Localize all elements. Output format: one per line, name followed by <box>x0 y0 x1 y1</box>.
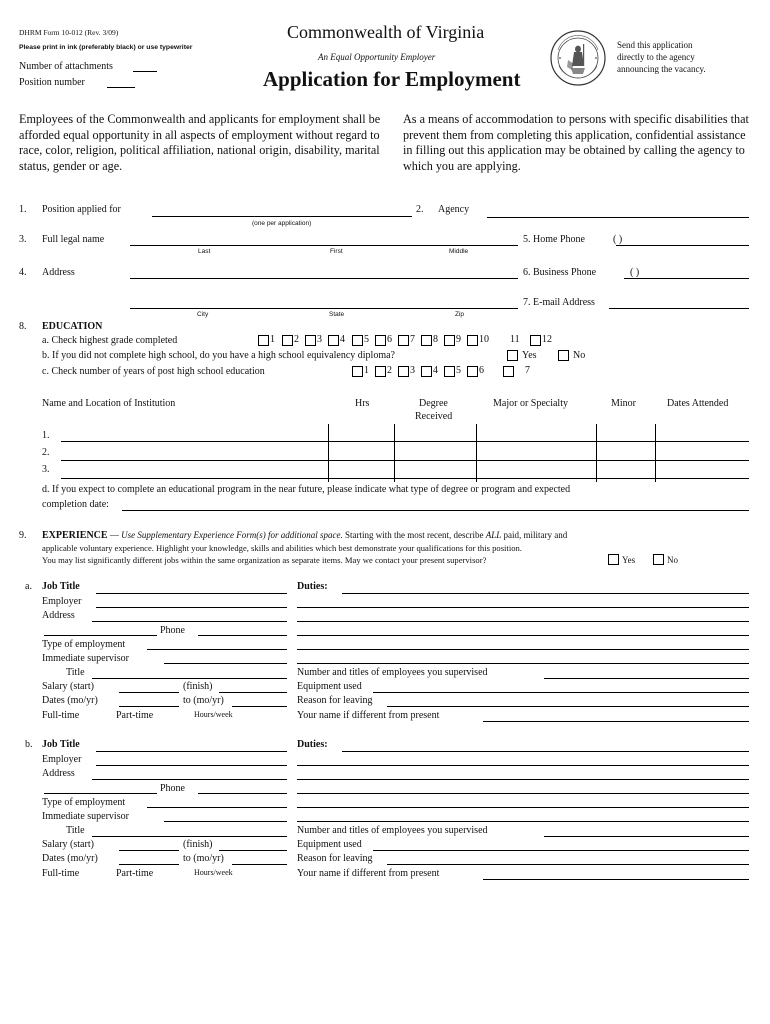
grade-1-checkbox[interactable] <box>258 335 269 346</box>
col-major: Major or Specialty <box>493 398 568 409</box>
name-first-hint: First <box>330 248 343 255</box>
future-program-field[interactable] <box>122 510 749 511</box>
job-1-hours-label: Hours/week <box>194 868 233 877</box>
grade-6-label: 6 <box>387 334 392 345</box>
job-1-reason-field[interactable] <box>387 864 749 865</box>
job-1-address-field[interactable] <box>92 779 287 780</box>
subtitle: An Equal Opportunity Employer <box>318 52 436 62</box>
grade-1-label: 1 <box>270 334 275 345</box>
grade-4-label: 4 <box>340 334 345 345</box>
col-minor: Minor <box>611 398 636 409</box>
years-6-label: 6 <box>479 365 484 376</box>
job-0-yourname-label: Your name if different from present <box>297 710 440 721</box>
diploma-no-checkbox[interactable] <box>558 350 569 361</box>
grade-7-label: 7 <box>410 334 415 345</box>
job-0-employer-field[interactable] <box>96 607 287 608</box>
grade-5-label: 5 <box>364 334 369 345</box>
job-0-title-field[interactable] <box>96 593 287 594</box>
job-0-hours-label: Hours/week <box>194 710 233 719</box>
job-0-salary-finish-label: (finish) <box>183 681 213 692</box>
intro-equal-opportunity: Employees of the Commonwealth and applicants for employment shall be afforded equal opportunity in all aspects of employment without regard to race, color, religion, political affiliation, national origin, disability, marital status, gender or age. <box>19 112 381 173</box>
job-1-salary-start-label: Salary (start) <box>42 839 94 850</box>
grade-9-checkbox[interactable] <box>444 335 455 346</box>
grade-8-label: 8 <box>433 334 438 345</box>
job-1-phone-field[interactable] <box>198 793 287 794</box>
years-2-label: 2 <box>387 365 392 376</box>
job-1-fulltime-label: Full-time <box>42 868 80 879</box>
job-1-title-field[interactable] <box>96 751 287 752</box>
contact-yes-label: Yes <box>622 555 636 565</box>
position-number-label: Position number <box>19 77 85 88</box>
job-0-dates-to-label: to (mo/yr) <box>183 695 224 706</box>
job-0-supervised-field[interactable] <box>544 678 749 679</box>
job-0-reason-field[interactable] <box>387 706 749 707</box>
attachments-label: Number of attachments <box>19 61 113 72</box>
years-2-checkbox[interactable] <box>375 366 386 377</box>
q1-number: 1. <box>19 204 27 215</box>
experience-instructions-2: applicable voluntary experience. Highlight your knowledge, skills and abilities which best demonstrate your qualifications for this position. <box>42 543 522 553</box>
supplementary-form-note: Use Supplementary Experience Form(s) for additional space. <box>121 530 343 540</box>
years-4-label: 4 <box>433 365 438 376</box>
email-label: 7. E-mail Address <box>523 297 595 308</box>
job-0-equipment-label: Equipment used <box>297 681 362 692</box>
job-0-supervisor-label: Immediate supervisor <box>42 653 129 664</box>
grade-3-checkbox[interactable] <box>305 335 316 346</box>
job-1-supervisor-field[interactable] <box>164 821 287 822</box>
job-1-dates-to-label: to (mo/yr) <box>183 853 224 864</box>
education-title: EDUCATION <box>42 321 103 332</box>
send-note-line-3: announcing the vacancy. <box>617 64 706 74</box>
job-0-duties-field[interactable] <box>342 593 749 594</box>
col-institution: Name and Location of Institution <box>42 398 176 409</box>
job-0-title-label: Job Title <box>42 581 80 592</box>
grade-8-checkbox[interactable] <box>421 335 432 346</box>
job-1-salary-finish-field[interactable] <box>219 850 287 851</box>
years-3-label: 3 <box>410 365 415 376</box>
job-1-salary-finish-label: (finish) <box>183 839 213 850</box>
intro-accommodation: As a means of accommodation to persons with specific disabilities that prevent them from completing this application, confidential assistance in filling out this application may be obtained by calling the agency to which you are applying. <box>403 112 749 173</box>
job-0-type-label: Type of employment <box>42 639 126 650</box>
attachments-field[interactable] <box>133 71 157 72</box>
send-note <box>617 39 706 75</box>
contact-supervisor-question: You may list significantly different jobs within the same organization as separate items. May we contact your present supervisor? <box>42 555 487 565</box>
diploma-no-label: No <box>573 350 586 361</box>
job-1-duties-field[interactable] <box>342 751 749 752</box>
job-1-address-label: Address <box>42 768 75 779</box>
job-1-supervised-field[interactable] <box>544 836 749 837</box>
job-1-supervisor-label: Immediate supervisor <box>42 811 129 822</box>
job-0-salary-finish-field[interactable] <box>219 692 287 693</box>
job-0-duties-line-3[interactable] <box>297 621 749 622</box>
job-1-employer-label: Employer <box>42 754 82 765</box>
grade-2-label: 2 <box>294 334 299 345</box>
col-hrs: Hrs <box>355 398 370 409</box>
full-legal-name-label: Full legal name <box>42 234 105 245</box>
job-0-phone-field[interactable] <box>198 635 287 636</box>
agency-label: Agency <box>438 204 470 215</box>
job-1-yourname-field[interactable] <box>483 879 749 880</box>
job-1-duties-line-5[interactable] <box>297 807 749 808</box>
experience-instructions: Starting with the most recent, describe <box>345 530 484 540</box>
job-0-employer-label: Employer <box>42 596 82 607</box>
name-last-hint: Last <box>198 248 211 255</box>
grade-12-label: 12 <box>542 334 552 345</box>
agency-field[interactable] <box>487 217 749 218</box>
job-0-equipment-field[interactable] <box>373 692 749 693</box>
job-0-duties-line-6[interactable] <box>297 663 749 664</box>
experience-title: EXPERIENCE <box>42 530 108 541</box>
job-1-letter: b. <box>25 739 33 750</box>
experience-number: 9. <box>19 530 27 541</box>
send-note-line-1: Send this application <box>617 40 693 50</box>
position-number-field[interactable] <box>107 87 135 88</box>
job-0-supervisor-title-field[interactable] <box>92 678 287 679</box>
grade-10-checkbox[interactable] <box>467 335 478 346</box>
job-0-phone-label: Phone <box>160 625 185 636</box>
grade-2-checkbox[interactable] <box>282 335 293 346</box>
years-1-checkbox[interactable] <box>352 366 363 377</box>
job-1-parttime-label: Part-time <box>116 868 154 879</box>
job-1-address-field-2[interactable] <box>44 793 157 794</box>
future-program-label: d. If you expect to complete an educational program in the near future, please indicate what type of degree or program and expected <box>42 484 571 495</box>
contact-no-label: No <box>667 555 678 565</box>
col-degree-received: Received <box>415 411 453 422</box>
q4-number: 4. <box>19 267 27 278</box>
job-1-salary-start-field[interactable] <box>119 850 179 851</box>
contact-supervisor-no-checkbox[interactable] <box>653 554 664 565</box>
business-phone-area-code: ( ) <box>630 267 640 278</box>
address-street-field[interactable] <box>130 278 518 279</box>
job-0-dates-to-field[interactable] <box>232 706 287 707</box>
years-3-checkbox[interactable] <box>398 366 409 377</box>
grade-11-label: 11 <box>510 334 520 345</box>
grade-7-checkbox[interactable] <box>398 335 409 346</box>
years-6-checkbox[interactable] <box>467 366 478 377</box>
job-1-equipment-field[interactable] <box>373 850 749 851</box>
business-phone-label: 6. Business Phone <box>523 267 597 278</box>
job-1-yourname-label: Your name if different from present <box>297 868 440 879</box>
job-0-yourname-field[interactable] <box>483 721 749 722</box>
edu-row-number-2: 2. <box>42 447 50 458</box>
job-0-parttime-label: Part-time <box>116 710 154 721</box>
position-applied-label: Position applied for <box>42 204 121 215</box>
job-0-address-field[interactable] <box>92 621 287 622</box>
grade-5-checkbox[interactable] <box>352 335 363 346</box>
job-0-letter: a. <box>25 581 32 592</box>
job-0-supervisor-field[interactable] <box>164 663 287 664</box>
job-1-supervisor-title-label: Title <box>66 825 85 836</box>
business-phone-field[interactable] <box>624 278 749 279</box>
form-id: DHRM Form 10-012 (Rev. 3/09) <box>19 28 119 37</box>
years-1-label: 1 <box>364 365 369 376</box>
grade-9-label: 9 <box>456 334 461 345</box>
position-applied-field[interactable] <box>152 216 412 217</box>
address-state-hint: State <box>329 311 345 318</box>
years-7-label: 7 <box>525 365 530 376</box>
completion-date-label: completion date: <box>42 499 109 510</box>
job-0-reason-label: Reason for leaving <box>297 695 373 706</box>
form-title: Application for Employment <box>263 67 521 91</box>
grade-6-checkbox[interactable] <box>375 335 386 346</box>
post-high-school-years-label: c. Check number of years of post high school education <box>42 366 265 377</box>
q2-number: 2. <box>416 204 424 215</box>
col-degree: Degree <box>419 398 448 409</box>
contact-supervisor-yes-checkbox[interactable] <box>608 554 619 565</box>
name-middle-hint: Middle <box>449 248 469 255</box>
edu-row-line-3[interactable] <box>61 478 749 479</box>
address-city-state-zip-field[interactable] <box>130 308 518 309</box>
send-note-line-2: directly to the agency <box>617 52 695 62</box>
highest-grade-label: a. Check highest grade completed <box>42 335 178 346</box>
job-1-dates-label: Dates (mo/yr) <box>42 853 98 864</box>
years-7-checkbox[interactable] <box>503 366 514 377</box>
job-0-dates-label: Dates (mo/yr) <box>42 695 98 706</box>
edu-row-number-1: 1. <box>42 430 50 441</box>
email-field[interactable] <box>609 308 749 309</box>
diploma-yes-label: Yes <box>522 350 537 361</box>
address-zip-hint: Zip <box>455 311 465 318</box>
job-1-employer-field[interactable] <box>96 765 287 766</box>
edu-col-divider <box>476 424 477 482</box>
home-phone-area-code: ( ) <box>613 234 623 245</box>
job-1-title-label: Job Title <box>42 739 80 750</box>
edu-row-number-3: 3. <box>42 464 50 475</box>
job-1-dates-from-field[interactable] <box>119 864 179 865</box>
grade-4-checkbox[interactable] <box>328 335 339 346</box>
home-phone-label: 5. Home Phone <box>523 234 585 245</box>
job-0-supervised-label: Number and titles of employees you supervised <box>297 667 488 678</box>
col-dates-attended: Dates Attended <box>667 398 729 409</box>
job-0-salary-start-field[interactable] <box>119 692 179 693</box>
ink-note: Please print in ink (preferably black) or use typewriter <box>19 44 193 51</box>
home-phone-field[interactable] <box>616 245 749 246</box>
job-1-duties-line-4[interactable] <box>297 793 749 794</box>
one-per-application-hint: (one per application) <box>252 220 312 227</box>
job-0-fulltime-label: Full-time <box>42 710 80 721</box>
job-1-duties-line-3[interactable] <box>297 779 749 780</box>
years-5-checkbox[interactable] <box>444 366 455 377</box>
years-5-label: 5 <box>456 365 461 376</box>
address-label: Address <box>42 267 75 278</box>
grade-12-checkbox[interactable] <box>530 335 541 346</box>
job-1-type-field[interactable] <box>147 807 287 808</box>
experience-dash: — <box>109 530 119 540</box>
edu-col-divider <box>655 424 656 482</box>
edu-row-line-1[interactable] <box>61 441 749 442</box>
job-1-duties-line-2[interactable] <box>297 765 749 766</box>
job-1-type-label: Type of employment <box>42 797 126 808</box>
job-0-supervisor-title-label: Title <box>66 667 85 678</box>
experience-all: ALL <box>485 530 502 540</box>
experience-heading <box>42 530 567 541</box>
job-0-duties-label: Duties: <box>297 581 328 592</box>
job-1-supervisor-title-field[interactable] <box>92 836 287 837</box>
job-1-dates-to-field[interactable] <box>232 864 287 865</box>
job-1-phone-label: Phone <box>160 783 185 794</box>
education-number: 8. <box>19 321 27 332</box>
virginia-state-seal-icon <box>550 30 606 86</box>
equivalency-diploma-label: b. If you did not complete high school, do you have a high school equivalency diploma? <box>42 350 395 361</box>
full-legal-name-field[interactable] <box>130 245 518 246</box>
job-1-supervised-label: Number and titles of employees you supervised <box>297 825 488 836</box>
job-1-duties-line-6[interactable] <box>297 821 749 822</box>
years-4-checkbox[interactable] <box>421 366 432 377</box>
job-0-type-field[interactable] <box>147 649 287 650</box>
diploma-yes-checkbox[interactable] <box>507 350 518 361</box>
job-0-address-label: Address <box>42 610 75 621</box>
job-0-duties-line-2[interactable] <box>297 607 749 608</box>
grade-10-label: 10 <box>479 334 489 345</box>
job-0-address-field-2[interactable] <box>44 635 157 636</box>
edu-col-divider <box>394 424 395 482</box>
job-1-duties-label: Duties: <box>297 739 328 750</box>
job-0-salary-start-label: Salary (start) <box>42 681 94 692</box>
edu-col-divider <box>596 424 597 482</box>
job-1-equipment-label: Equipment used <box>297 839 362 850</box>
grade-3-label: 3 <box>317 334 322 345</box>
job-1-reason-label: Reason for leaving <box>297 853 373 864</box>
job-0-dates-from-field[interactable] <box>119 706 179 707</box>
org-title: Commonwealth of Virginia <box>287 22 485 42</box>
job-0-duties-line-4[interactable] <box>297 635 749 636</box>
experience-instructions-end: paid, military and <box>503 530 568 540</box>
edu-col-divider <box>328 424 329 482</box>
job-0-duties-line-5[interactable] <box>297 649 749 650</box>
address-city-hint: City <box>197 311 209 318</box>
q3-number: 3. <box>19 234 27 245</box>
edu-row-line-2[interactable] <box>61 460 749 461</box>
